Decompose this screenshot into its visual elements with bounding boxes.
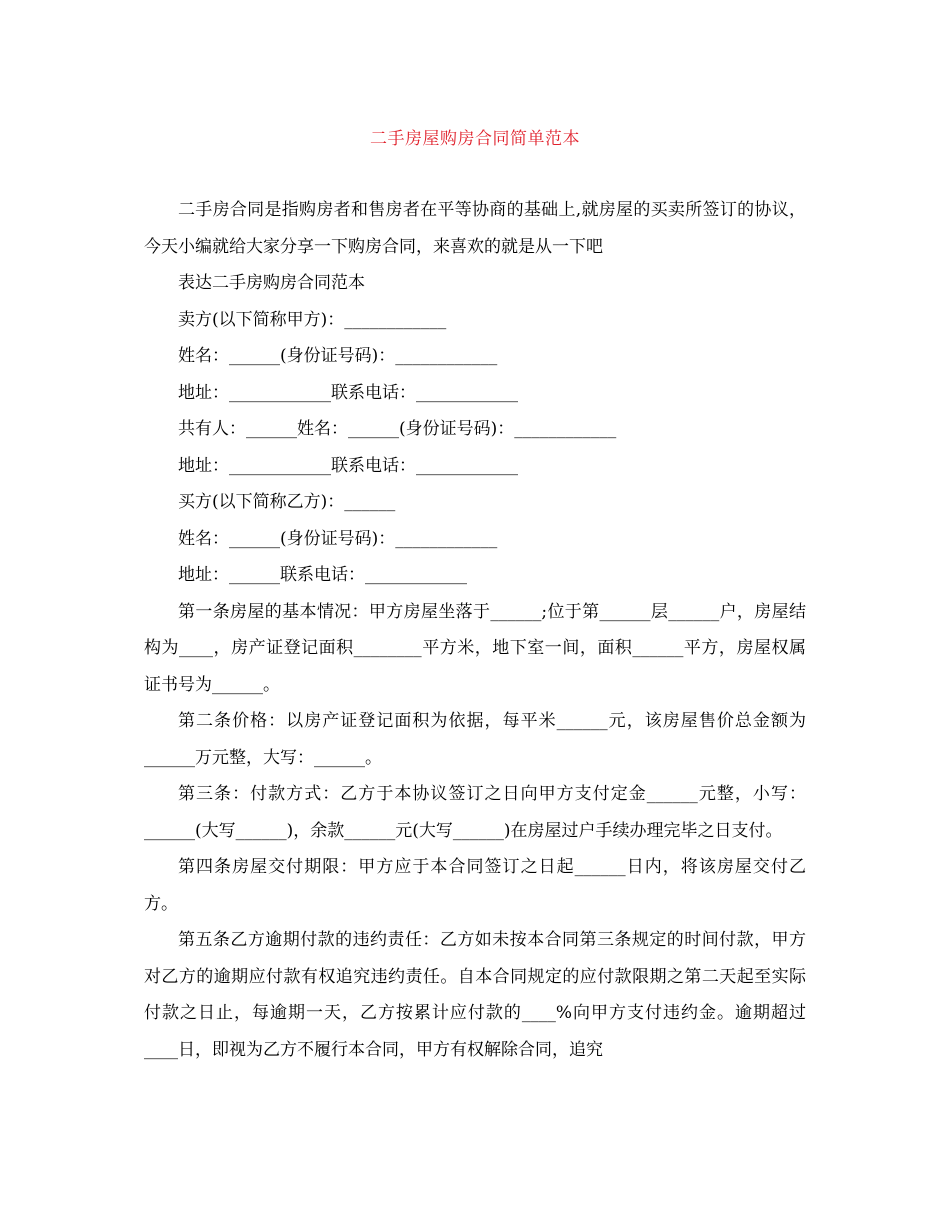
document-body: [144, 192, 806, 1068]
article-3: 第三条：付款方式：乙方于本协议签订之日向甲方支付定金______元整，小写：______(大写______)，余款______元(大写______)在房屋过户手续办理完毕之日支付。: [144, 784, 806, 841]
co-owner-line: 共有人：______姓名：______(身份证号码)：____________: [178, 419, 617, 439]
article-4: 第四条房屋交付期限：甲方应于本合同签订之日起______日内，将该房屋交付乙方。: [144, 857, 806, 914]
article-5: 第五条乙方逾期付款的违约责任：乙方如未按本合同第三条规定的时间付款，甲方对乙方的逾期应付款有权追究违约责任。自本合同规定的应付款限期之第二天起至实际付款之日止，每逾期一天，乙方按累计应付款的____%向甲方支付违约金。逾期超过____日，即视为乙方不履行本合同，甲方有权解除合同，追究: [144, 930, 806, 1060]
seller-address-line: 地址：____________联系电话：____________: [178, 382, 518, 403]
intro-paragraph: 二手房合同是指购房者和售房者在平等协商的基础上,就房屋的买卖所签订的协议，今天小编就给大家分享一下购房合同，来喜欢的就是从一下吧: [144, 200, 806, 257]
buyer-line: 买方(以下简称乙方)：______: [178, 492, 396, 512]
co-owner-address-line: 地址：____________联系电话：____________: [178, 455, 518, 476]
article-1: 第一条房屋的基本情况：甲方房屋坐落于______;位于第______层______户，房屋结构为____，房产证登记面积________平方米，地下室一间，面积______平方，房屋权属证书号为______。: [144, 601, 806, 695]
document-title: 二手房屋购房合同简单范本: [370, 129, 580, 149]
buyer-address-line: 地址：______联系电话：____________: [178, 565, 467, 585]
seller-line: 卖方(以下简称甲方)：____________: [178, 309, 447, 330]
sample-heading: 表达二手房购房合同范本: [178, 273, 365, 293]
seller-name-line: 姓名：______(身份证号码)：____________: [178, 346, 498, 366]
buyer-name-line: 姓名：______(身份证号码)：____________: [178, 528, 498, 549]
article-2: 第二条价格：以房产证登记面积为依据，每平米______元，该房屋售价总金额为______万元整，大写：______。: [144, 711, 806, 768]
